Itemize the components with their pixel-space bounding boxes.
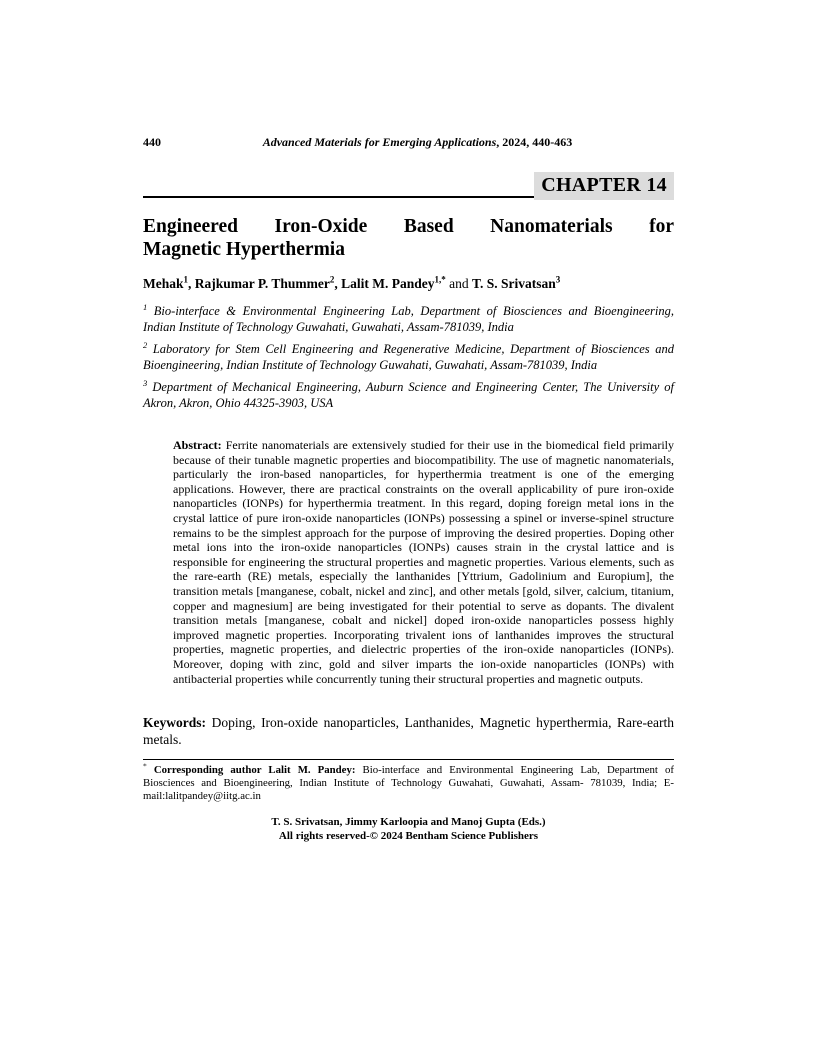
author-name: Rajkumar P. Thummer: [194, 276, 330, 291]
affiliation-3: [143, 379, 674, 411]
author-separator: and: [445, 276, 473, 291]
abstract: [173, 438, 674, 686]
publisher-footer: [143, 816, 674, 843]
footnote-marker: *: [143, 761, 147, 771]
journal-title: Advanced Materials for Emerging Applications: [262, 135, 497, 149]
affiliation-text: Department of Mechanical Engineering, Auburn Science and Engineering Center, The University of Akron, Akron, Ohio 44325-3903, USA: [143, 380, 674, 410]
page-number: 440: [143, 135, 161, 149]
author-line: [143, 275, 674, 292]
author-affil-mark: 1: [183, 274, 188, 285]
affiliation-2: [143, 341, 674, 373]
chapter-title: [143, 215, 674, 261]
author-name: T. S. Srivatsan: [472, 276, 556, 291]
author-separator: ,: [334, 276, 342, 291]
author-name: Lalit M. Pandey: [341, 276, 435, 291]
affiliation-number: 1: [143, 301, 148, 312]
abstract-label: Abstract:: [173, 438, 222, 452]
author-affil-mark: 3: [555, 274, 561, 285]
affiliation-text: Bio-interface & Environmental Engineering Lab, Department of Biosciences and Bioengineering, Indian Institute of Technology Guwahati, Guwahati, Assam-781039, India: [143, 304, 674, 334]
affiliation-number: 2: [143, 339, 148, 350]
keywords-label: Keywords:: [143, 715, 206, 731]
footnote-bold-lead: Corresponding author Lalit M. Pandey:: [146, 764, 356, 777]
affiliation-1: [143, 303, 674, 335]
chapter-title-line1: Engineered Iron-Oxide Based Nanomaterials for: [143, 216, 674, 237]
editors-line: T. S. Srivatsan, Jimmy Karloopia and Manoj Gupta (Eds.): [271, 816, 546, 829]
affiliation-text: Laboratory for Stem Cell Engineering and Regenerative Medicine, Department of Biosciences and Bioengineering, Indian Institute of Technology Guwahati, Guwahati, Assam-781039, India: [143, 342, 674, 372]
journal-ref-suffix: , 2024, 440-463: [496, 135, 573, 149]
affiliations: [143, 303, 674, 411]
copyright-line: All rights reserved-© 2024 Bentham Science Publishers: [278, 829, 539, 842]
footnote-text: Bio-interface and Environmental Engineering Lab, Department of Biosciences and Bioengineering, Indian Institute of Technology Guwahati, Guwahati, Assam- 781039, India; E-mail:lalitpandey@iitg.ac.in: [143, 764, 675, 803]
chapter-rule: [143, 152, 674, 198]
page-content: [143, 135, 674, 843]
keywords: [143, 714, 674, 748]
author-affil-mark: 2: [329, 274, 335, 285]
author-name: Mehak: [143, 276, 184, 291]
journal-reference: [161, 135, 674, 150]
chapter-title-line2: Magnetic Hyperthermia: [143, 239, 345, 260]
keywords-text: Doping, Iron-oxide nanoparticles, Lanthanides, Magnetic hyperthermia, Rare-earth metals.: [143, 715, 674, 748]
chapter-badge: CHAPTER 14: [534, 172, 674, 200]
corresponding-author-footnote: [143, 759, 674, 803]
abstract-text: Ferrite nanomaterials are extensively studied for their use in the biomedical field primarily because of their tunable magnetic properties and biocompatibility. The use of magnetic nanomaterials, particularly the iron-based nanoparticles, for hyperthermia treatment is one of the emerging applications. However, there are practical constraints on the overall applicability of pure iron-oxide nanoparticles (IONPs) for hyperthermia treatment. In this regard, doping foreign metal ions in the crystal lattice of pure iron-oxide nanoparticles (IONPs) possessing a spinel or inverse-spinel structure remains to be the simplest approach for the purpose of improving the desired properties. Doping other metal ions into the iron-oxide nanoparticles (IONPs) causes strain in the crystal lattice and is responsible for engineering the structural properties and magnetic properties. Various elements, such as the rare-earth (RE) metals, especially the lanthanides [Yttrium, Gadolinium and Europium], the transition metals [manganese, cobalt, nickel and zinc], and other metals [gold, silver, calcium, titanium, copper and magnesium] are being investigated for their potential to serve as dopants. The divalent transition metals [manganese, cobalt and nickel] doped iron-oxide nanoparticles possess highly improved magnetic properties. Incorporating trivalent ions of lanthanides improves the structural properties, magnetic properties, and dielectric properties of the iron-oxide nanoparticles (IONPs). Moreover, doping with zinc, gold and silver imparts the ion-oxide nanoparticles (IONPs) with antibacterial properties while concurrently tuning their structural properties and magnetic outputs.: [173, 438, 674, 686]
author-separator: ,: [188, 276, 195, 291]
running-head: [143, 135, 674, 150]
author-affil-mark: 1,*: [434, 274, 446, 285]
affiliation-number: 3: [143, 377, 148, 388]
